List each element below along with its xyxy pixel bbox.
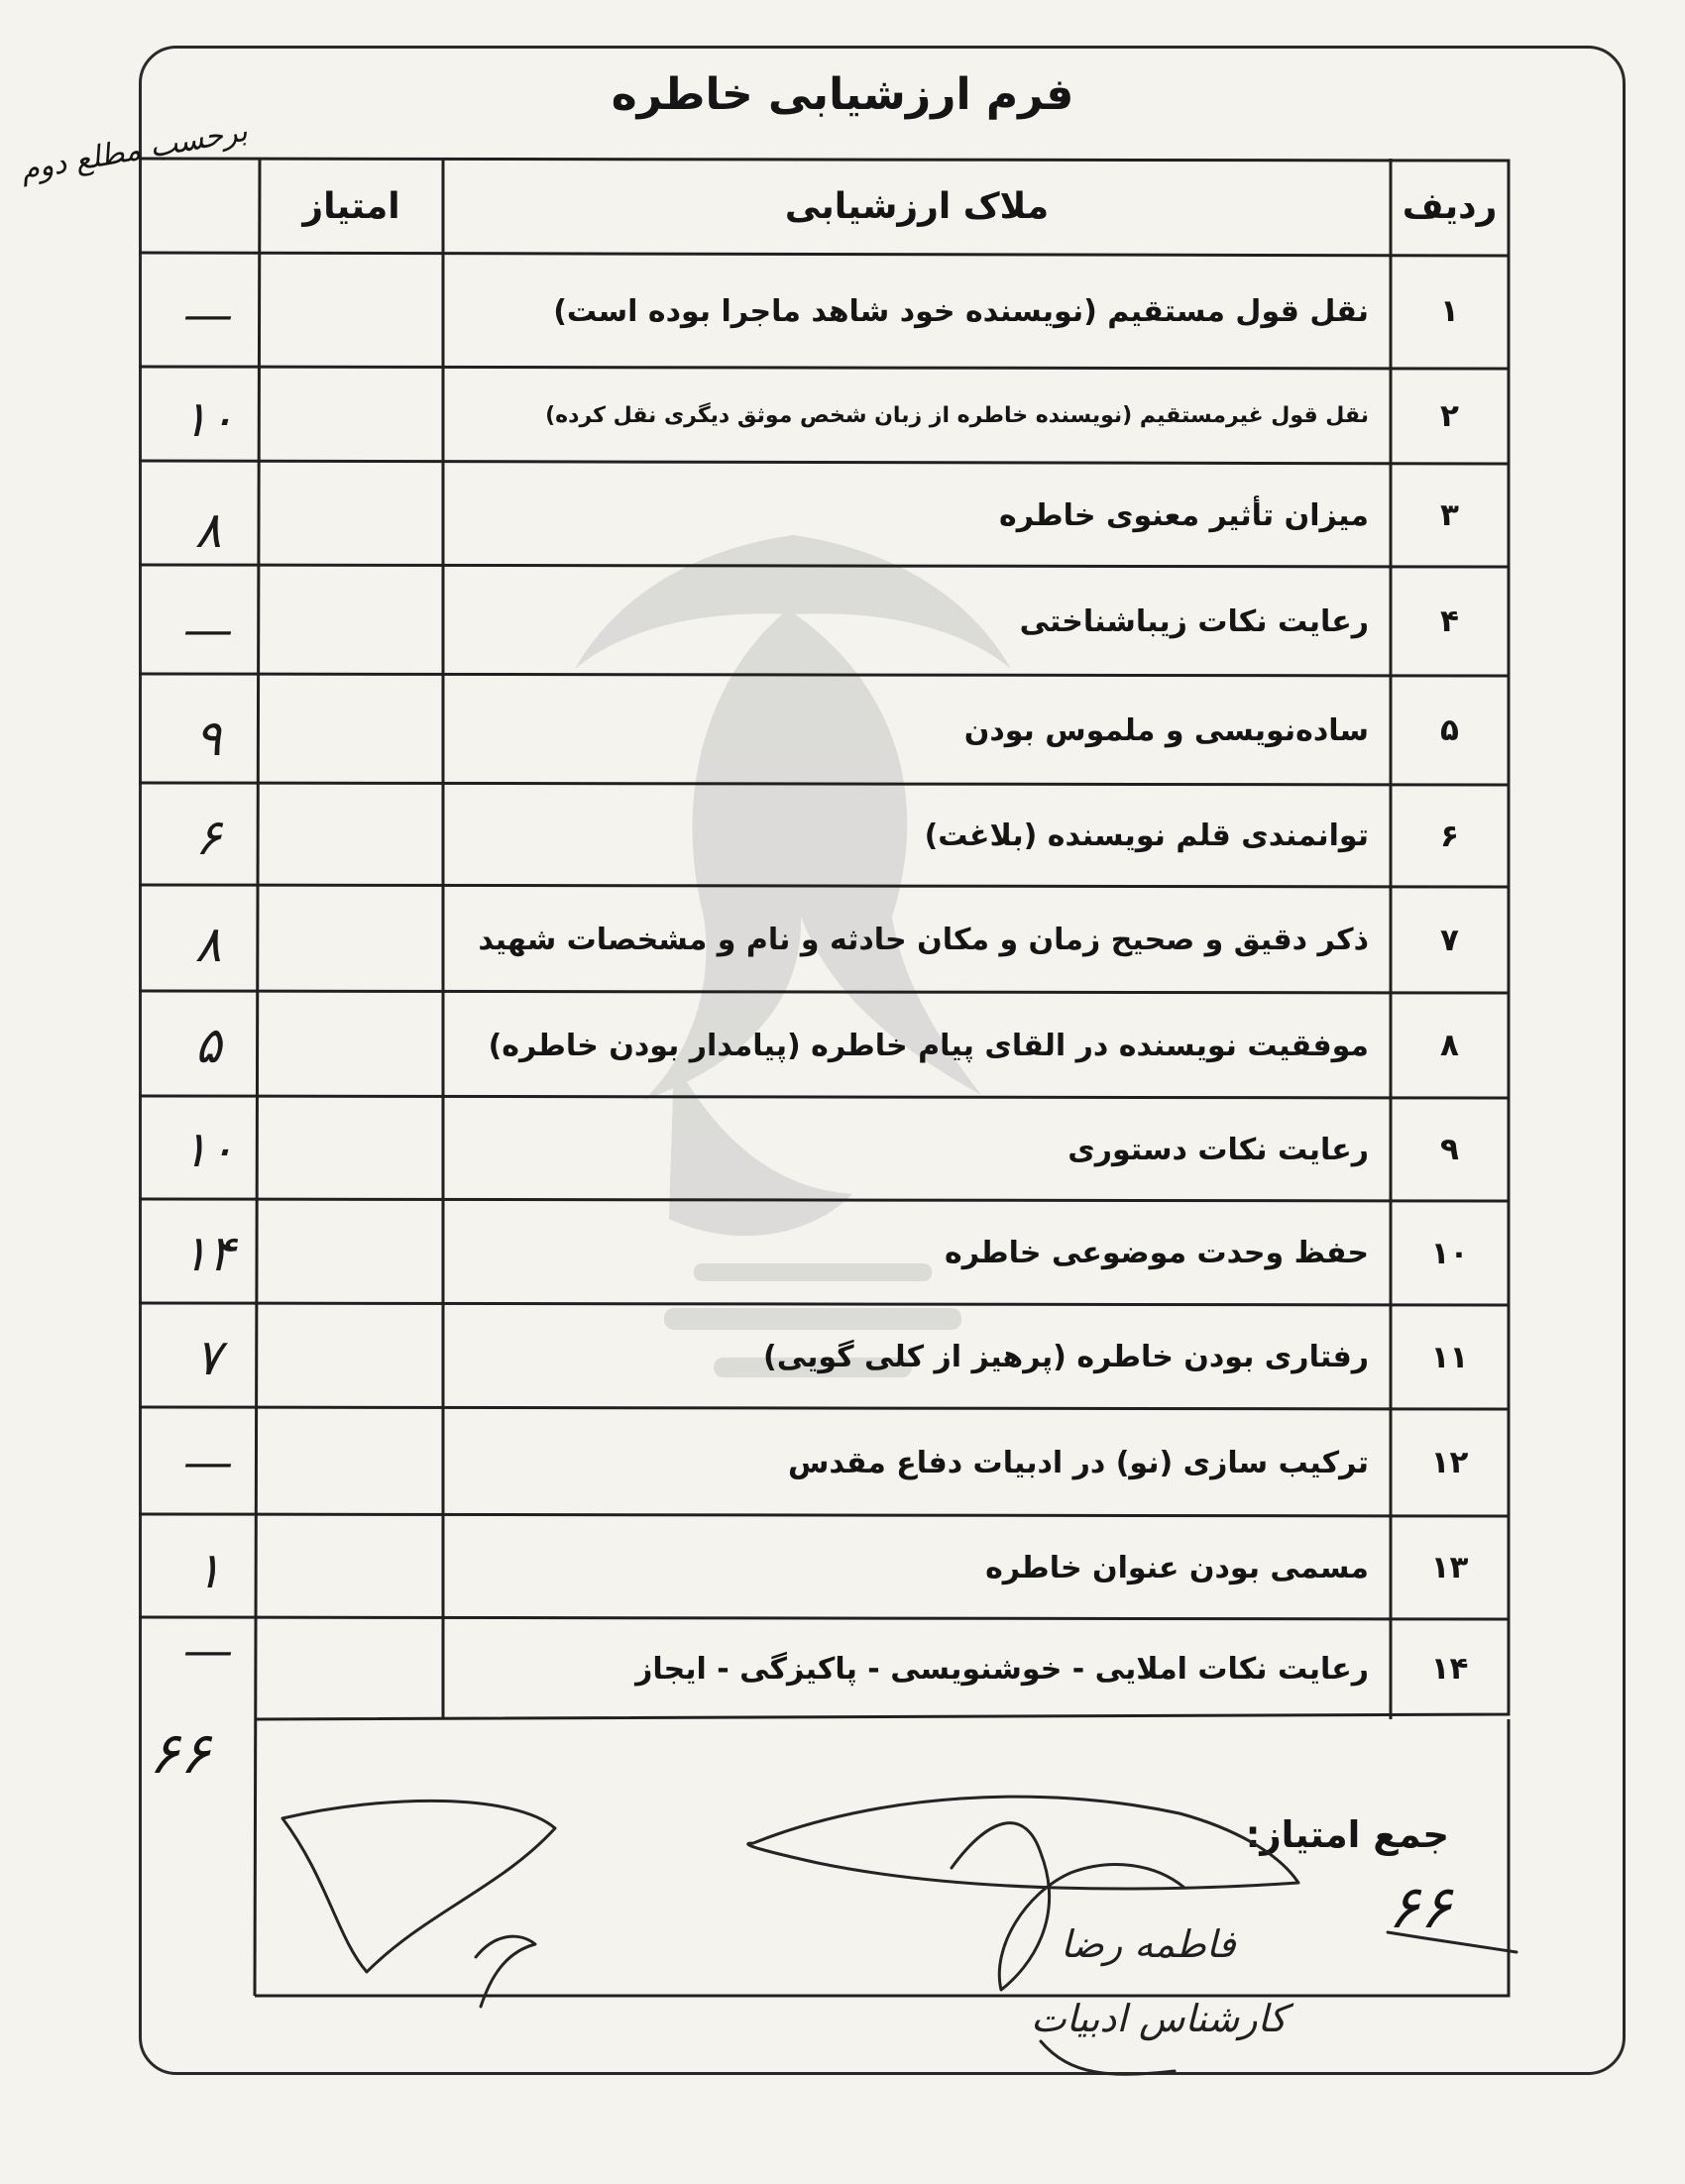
criterion-text: نقل قول مستقیم (نویسنده خود شاهد ماجرا بوده است) (553, 293, 1369, 329)
criterion-text: مسمی بودن عنوان خاطره (985, 1550, 1369, 1585)
handwritten-score: ۶ (194, 809, 222, 866)
handwritten-score: — (183, 1621, 233, 1679)
evaluator-name: فاطمه رضا (1061, 1922, 1236, 1966)
margin-handwritten-note: برحسب مطلع دوم (18, 113, 251, 188)
evaluator-role: کارشناس ادبیات (1031, 1997, 1288, 2040)
row-number: ۱۴ (1430, 1651, 1469, 1687)
criterion-text: حفظ وحدت موضوعی خاطره (945, 1236, 1369, 1270)
row-number: ۷ (1440, 922, 1459, 958)
handwritten-score: ۱ (194, 1542, 222, 1599)
row-number: ۶ (1440, 818, 1459, 854)
handwritten-score: ۸ (194, 501, 222, 559)
handwritten-score: — (183, 1433, 233, 1490)
row-number: ۹ (1440, 1132, 1459, 1167)
row-number: ۲ (1440, 397, 1459, 434)
criterion-text: ساده‌نویسی و ملموس بودن (963, 712, 1369, 748)
row-number: ۱۲ (1430, 1445, 1469, 1480)
row-number: ۳ (1440, 497, 1459, 533)
handwritten-score: ۱۰ (181, 390, 235, 448)
row-number-header: ردیف (1402, 185, 1498, 227)
score-header: امتیاز (302, 185, 400, 227)
criterion-text: ترکیب سازی (نو) در ادبیات دفاع مقدس (787, 1445, 1369, 1480)
handwritten-score: ۵ (194, 1017, 222, 1074)
criterion-text: موفقیت نویسنده در القای پیام خاطره (پیامدار بودن خاطره) (488, 1028, 1369, 1063)
handwritten-score: ۷ (194, 1329, 222, 1386)
row-number: ۱۰ (1430, 1235, 1469, 1271)
left-handwritten-total: ۶۶ (149, 1719, 211, 1787)
row-number: ۱ (1440, 293, 1459, 329)
criterion-header: ملاک ارزشیابی (784, 185, 1050, 227)
handwritten-score: ۹ (194, 710, 222, 767)
handwritten-score: ۱۴ (181, 1225, 235, 1282)
total-score-label: جمع امتیاز: (1245, 1813, 1449, 1856)
row-number: ۱۱ (1430, 1339, 1469, 1375)
total-score-value: ۶۶ (1388, 1873, 1452, 1942)
row-number: ۴ (1440, 603, 1459, 639)
criterion-text: میزان تأثیر معنوی خاطره (999, 497, 1369, 533)
criterion-text: رعایت نکات املایی - خوشنویسی - پاکیزگی - ایجاز (635, 1651, 1369, 1687)
criterion-text: رعایت نکات دستوری (1067, 1132, 1369, 1167)
criterion-text: رفتاری بودن خاطره (پرهیز از کلی گویی) (763, 1340, 1369, 1374)
criterion-text: توانمندی قلم نویسنده (بلاغت) (924, 819, 1369, 853)
row-number: ۵ (1440, 712, 1459, 748)
row-number: ۸ (1440, 1028, 1459, 1063)
handwritten-score: ۱۰ (181, 1121, 235, 1178)
handwritten-score: ۸ (194, 916, 222, 973)
row-number: ۱۳ (1430, 1550, 1469, 1585)
criterion-text: رعایت نکات زیباشناختی (1019, 603, 1369, 639)
criterion-text: نقل قول غیرمستقیم (نویسنده خاطره از زبان شخص موثق دیگری نقل کرده) (545, 403, 1369, 428)
criterion-text: ذکر دقیق و صحیح زمان و مکان حادثه و نام و مشخصات شهید (478, 923, 1369, 957)
form-title: فرم ارزشیابی خاطره (611, 69, 1074, 120)
handwritten-score: — (183, 285, 233, 343)
handwritten-score: — (183, 601, 233, 658)
